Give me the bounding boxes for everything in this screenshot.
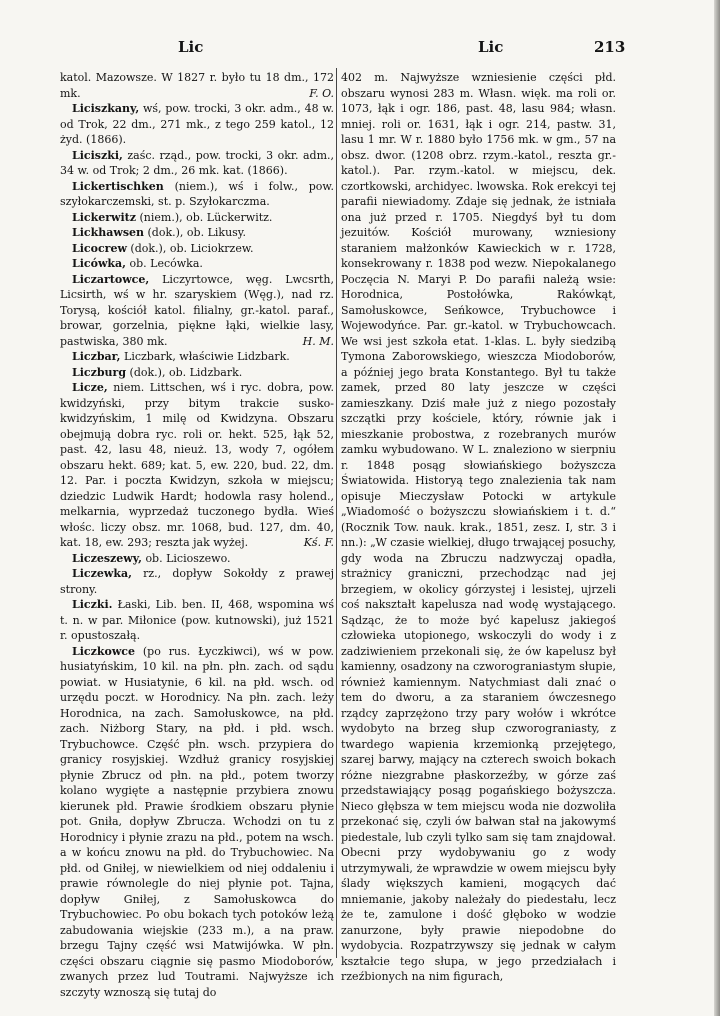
entry-text: zaśc. rząd., pow. trocki, 3 okr. adm., 34 w. od Trok; 2 dm., 26 mk. kat. (1866). xyxy=(60,148,334,177)
page-edge-shadow xyxy=(714,0,720,1016)
entry-headword: Licze, xyxy=(72,381,108,394)
dictionary-entry xyxy=(60,225,334,241)
entry-text: (dok.), ob. Liciokrzew. xyxy=(130,241,254,255)
dictionary-entry xyxy=(60,349,334,365)
entry-headword: Liczartowce, xyxy=(72,272,150,286)
header-right-running-head: Lic xyxy=(478,38,504,56)
entry-headword: Liciszki, xyxy=(72,148,123,162)
entry-text: wś, pow. trocki, 3 okr. adm., 48 w. od Trok, 22 dm., 271 mk., z tego 259 katol., 12 żyd. (1866). xyxy=(60,102,334,146)
entry-text: (dok.), ob. Lidzbark. xyxy=(129,365,243,379)
entry-headword: Liczbar, xyxy=(72,350,121,363)
entry-headword: Liczewka, xyxy=(72,567,132,580)
dictionary-entry xyxy=(60,566,334,597)
dictionary-entry xyxy=(60,241,334,257)
entry-headword: Licocrew xyxy=(72,241,127,255)
entry-headword: Liczeszewy, xyxy=(72,551,142,565)
author-signature: Kś. F. xyxy=(303,536,334,549)
entry-text: niem. Littschen, wś i ryc. dobra, pow. kwidzyński, przy bitym trakcie susko-kwidzyńskim, 1 milę od Kwidzyna. Obszaru obejmują dobra ryc. roli or. hekt. 525, łąk 52, past. 42, lasu 48, nieuż. 13, wody 7, ogółem obszaru hekt. 689; kat. 5, ew. 220, bud. 22, dm. 12. Par. i poczta Kwidzyn, szkoła w miejscu; dziedzic Ludwik Hardt; hodowla rasy holend., melkarnia, wyprzedaż tuczonego bydła. Wieś włośc. liczy obsz. mr. 1068, bud. 127, dm. 40, kat. 18, ew. 293; reszta jak wyżej. xyxy=(60,381,335,549)
dictionary-entry xyxy=(60,179,334,210)
header-left-running-head: Lic xyxy=(178,38,204,56)
entry-headword: Liciszkany, xyxy=(72,102,140,115)
dictionary-entry xyxy=(60,644,334,1001)
dictionary-entry xyxy=(60,365,334,381)
entry-text: ob. Lecówka. xyxy=(129,257,203,270)
page-header xyxy=(0,30,720,54)
right-column xyxy=(341,70,616,985)
entry-text: rz., dopływ Sokołdy z prawej strony. xyxy=(60,567,334,596)
dictionary-entry xyxy=(60,380,334,551)
entry-continuation-text: 402 m. Najwyższe wzniesienie części płd. obszaru wynosi 283 m. Własn. więk. ma roli or. 1073, łąk i ogr. 186, past. 48, lasu 984; własn. mniej. roli or. 1631, łąk i ogr. 214, pastw. 31, lasu 1 mr. W r. 1880 było 1756 mk. w gm., 57 na obsz. dwor. (1208 obrz. rzym.-katol., reszta gr.-katol.). Par. rzym.-katol. w miejscu, dek. czortkowski, archidyec. lwowska. Rok erekcyi tej parafii niewiadomy. Zdaje się jednak, że istniała ona już przed r. 1705. Niegdyś był tu dom jezuitów. Kościół murowany, wzniesiony staraniem małżonków Kawieckich w r. 1728, konsekrowany r. 1838 pod wezw. Niepokalanego Poczęcia N. Maryi P. Do parafii należą wsie: Horodnica, Postołówka, Rakówkąt, Samołuskowce, Seńkowce, Trybuchowce i Wojewodyńce. Par. gr.-katol. w Trybuchowcach. We wsi jest szkoła etat. 1-klas. L. były siedzibą Tymona Zaborowskiego, wieszcza Miodoborów, a później jego brata Konstantego. Był tu także zamek, przed 80 laty jeszcze w części zamieszkany. Dziś małe już z niego pozostały szczątki przy kościele, który, równie jak i mieszkanie probostwa, z rozebranych murów zamku wybudowano. W L. znaleziono w sierpniu r. 1848 posąg słowiańskiego bożyszcza Światowida. Historyą tego znalezienia tak nam opisuje Mieczysław Potocki w artykule „Wiadomość o bożyszczu słowiańskiem i t. d.“ (Rocznik Tow. nauk. krak., 1851, zesz. I, str. 3 i nn.): „W czasie wielkiej, długo trwającej posuchy, gdy woda na Zbruczu nadzwyczaj opadła, strażnicy graniczni, przechodząc nad jej brzegiem, w okolicy górzystej i lesistej, ujrzeli coś nakształt kapelusza nad wodę wystającego. Sądząc, że to może być kapelusz jakiegoś człowieka utopionego, wskoczyli do wody i z zadziwieniem przekonali się, że ów kapelusz był kamienny, osadzony na czworograniastym słupie, również kamiennym. Natychmiast dali znać o tem do dworu, a za staraniem ówczesnego rządcy zaprzężono trzy pary wołów i wkrótce wydobyto na brzeg słup czworograniasty, z twardego wapienia krzemionką przejętego, szarej barwy, mający na czterech swoich bokach różne niezgrabne płaskorzeźby, w górze zaś przedstawiający posąg pogańskiego bożyszcza. Nieco głębsza w tem miejscu woda nie dozwoliła przekonać się, czyli ów bałwan stał na jakowymś piedestale, lub czyli tylko sam się tam znajdował. Obecni przy wydobywaniu go z wody utrzymywali, że wprawdzie w owem miejscu były ślady większych kamieni, mogących dać mniemanie, jakoby należały do piedestału, lecz że te, zamulone i dość głęboko w wodzie zanurzone, były prawie niepodobne do wydobycia. Rozpatrzywszy się jednak w całym kształcie tego słupa, w jego przedziałach i rzeźbionych na nim figurach, xyxy=(341,71,616,983)
entry-headword: Lickerwitz xyxy=(72,210,137,224)
entry-headword: Licówka, xyxy=(72,257,126,270)
dictionary-entry xyxy=(60,148,334,179)
entry-text: katol. Mazowsze. W 1827 r. było tu 18 dm., 172 mk. xyxy=(60,71,334,100)
page-number: 213 xyxy=(594,38,626,56)
entry-text: Liczbark, właściwie Lidzbark. xyxy=(124,350,290,363)
entry-headword: Liczburg xyxy=(72,365,127,379)
dictionary-entry xyxy=(60,101,334,148)
entry-text: (niem.), wś i folw., pow. szyłokarczemski, st. p. Szyłokarczma. xyxy=(60,179,334,208)
entry-text: ob. Licioszewo. xyxy=(145,551,231,565)
entry-text: Łaski, Lib. ben. II, 468, wspomina wś t. n. w par. Miłonice (pow. kutnowski), już 1521 r. opustoszałą. xyxy=(60,598,334,642)
entry-text: Liczyrtowce, węg. Lwcsrth, Licsirth, wś w hr. szaryskiem (Węg.), nad rz. Torysą, kościół katol. filialny, gr.-katol. paraf., browar, gorzelnia, piękne łąki, wielkie lasy, pastwiska, 380 mk. xyxy=(60,272,334,348)
author-signature: F. O. xyxy=(309,86,334,100)
entry-text: (po rus. Łyczkiwci), wś w pow. husiatyńskim, 10 kil. na płn. płn. zach. od sądu powiat. w Husiatynie, 6 kil. na płd. wsch. od urzędu poczt. w Horodnicy. Na płn. zach. leży Horodnica, na zach. Samołuskowce, na płd. zach. Niżborg Stary, na płd. i płd. wsch. Trybuchowce. Część płn. wsch. przypiera do granicy rosyjskiej. Wzdłuż granicy rosyjskiej płynie Zbrucz od płn. na płd., potem tworzy kolano wygięte a następnie przybiera znowu kierunek płd. Prawie środkiem obszaru płynie pot. Gniła, dopływ Zbrucza. Wchodzi on tu z Horodnicy i płynie zrazu na płd., potem na wsch. a w końcu znowu na płd. do Trybuchowiec. Na płd. od Gniłej, w niewielkiem od niej oddaleniu i prawie równolegle do niej płynie pot. Tajna, dopływ Gniłej, z Samołuskowca do Trybuchowiec. Po obu bokach tych potoków leżą zabudowania wiejskie (233 m.), a na praw. brzegu Tajny część wsi Matwijówka. W płn. części obszaru ciągnie się pasmo Miodoborów, zwanych przez lud Toutrami. Najwyższe ich szczyty wznoszą się tutaj do xyxy=(60,644,334,999)
author-signature: H. M. xyxy=(302,334,334,348)
dictionary-entry xyxy=(60,210,334,226)
entry-text: (dok.), ob. Likusy. xyxy=(147,226,247,239)
dictionary-entry xyxy=(60,272,334,350)
dictionary-entry xyxy=(60,597,334,644)
dictionary-entry xyxy=(60,70,334,101)
entry-headword: Liczkowce xyxy=(72,644,135,658)
column-divider xyxy=(336,68,337,958)
left-column xyxy=(60,70,334,1000)
dictionary-entry xyxy=(60,551,334,567)
entry-headword: Lickhawsen xyxy=(72,226,145,239)
dictionary-entry xyxy=(60,256,334,272)
entry-text: (niem.), ob. Lückerwitz. xyxy=(139,210,273,224)
entry-headword: Liczki. xyxy=(72,598,113,611)
entry-headword: Lickertischken xyxy=(72,179,164,193)
